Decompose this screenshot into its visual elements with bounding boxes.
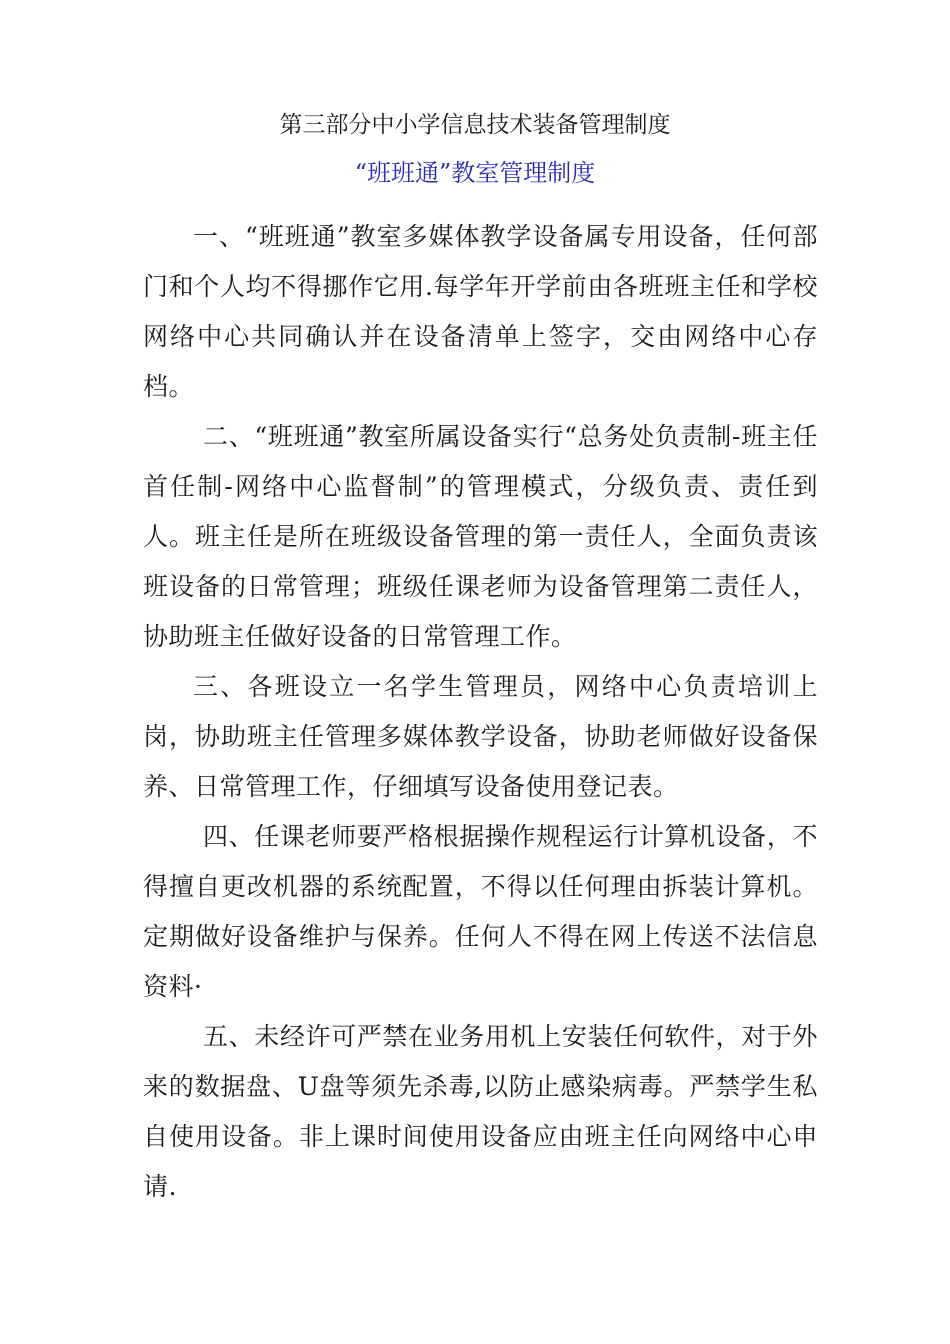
paragraph-4: 四、任课老师要严格根据操作规程运行计算机设备，不得擅自更改机器的系统配置，不得以任何理由拆装计算机。定期做好设备维护与保养。任何人不得在网上传送不法信息资料· — [143, 822, 818, 1001]
document-subtitle: “班班通”教室管理制度 — [354, 159, 596, 187]
paragraph-3: 三、各班设立一名学生管理员，网络中心负责培训上岗，协助班主任管理多媒体教学设备，协助老师做好设备保养、日常管理工作，仔细填写设备使用登记表。 — [143, 672, 818, 801]
document-title: 第三部分中小学信息技术装备管理制度 — [279, 112, 671, 138]
paragraph-5: 五、未经许可严禁在业务用机上安装任何软件，对于外来的数据盘、U盘等须先杀毒,以防止感染病毒。严禁学生私自使用设备。非上课时间使用设备应由班主任向网络中心申请. — [143, 1022, 818, 1201]
paragraph-2: 二、“班班通”教室所属设备实行“总务处负责制-班主任首任制-网络中心监督制”的管理模式，分级负责、责任到人。班主任是所在班级设备管理的第一责任人，全面负责该班设备的日常管理；班级任课老师为设备管理第二责任人，协助班主任做好设备的日常管理工作。 — [143, 422, 818, 651]
paragraph-1: 一、“班班通”教室多媒体教学设备属专用设备，任何部门和个人均不得挪作它用.每学年开学前由各班班主任和学校网络中心共同确认并在设备清单上签字，交由网络中心存档。 — [143, 222, 818, 401]
